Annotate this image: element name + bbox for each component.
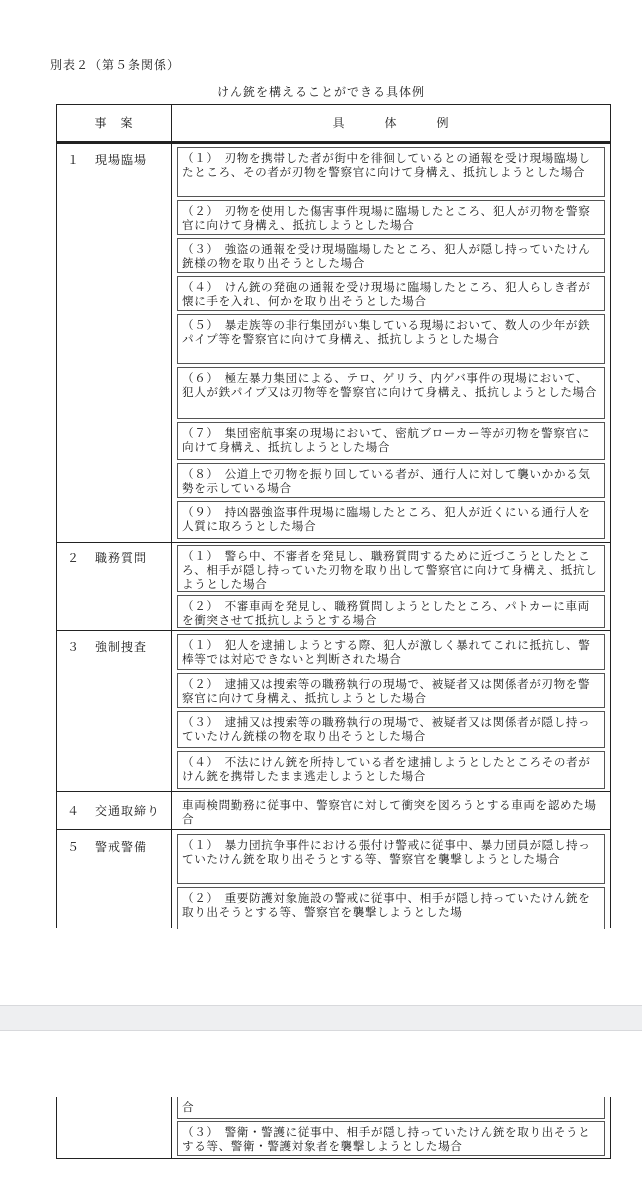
examples-table-continued <box>56 1097 611 1159</box>
example-text: 暴走族等の非行集団がい集している現場において、数人の少年が鉄パイプ等を警察官に向けて身構え、抵抗しようとした場合 <box>182 318 591 347</box>
example-text: 強盗の通報を受け現場臨場したところ、犯人が隠し持っていたけん銃様の物を取り出そうとした場合 <box>182 242 591 271</box>
example-label: （６） <box>182 371 219 385</box>
table-title: けん銃を構えることができる具体例 <box>216 85 425 99</box>
case-name: 職務質問 <box>95 551 148 565</box>
examples-table <box>56 104 611 928</box>
example-cell <box>177 834 605 884</box>
header-case: 事 案 <box>94 116 134 130</box>
case-row <box>67 151 147 168</box>
example-cell <box>177 200 605 235</box>
example-label: （５） <box>182 318 219 332</box>
case-name: 警戒警備 <box>95 840 148 854</box>
example-label: （２） <box>182 891 219 905</box>
example-text: 暴力団抗争事件における張付け警戒に従事中、暴力団員が隠し持っていたけん銃を取り出そうとする等、警察官を襲撃しようとした場合 <box>182 838 591 867</box>
example-text: 不法にけん銃を所持している者を逮捕しようとしたところその者がけん銃を携帯したまま逃走しようとした場合 <box>182 755 591 784</box>
example-text: 刃物を使用した傷害事件現場に臨場したところ、犯人が刃物を警察官に向けて身構え、抵抗しようとした場合 <box>182 204 591 233</box>
case-name: 現場臨場 <box>95 153 148 167</box>
example-text: 重要防護対象施設の警戒に従事中、相手が隠し持っていたけん銃を取り出そうとする等、警察官を襲撃しようとした場 <box>182 891 591 920</box>
group-divider <box>57 829 610 830</box>
example-label: （３） <box>182 1125 219 1139</box>
example-text: 合 <box>182 1100 195 1114</box>
example-text: 不審車両を発見し、職務質問しようとしたところ、パトカーに車両を衝突させて抵抗しようとする場合 <box>182 599 590 628</box>
case-row <box>67 638 147 655</box>
example-label: （１） <box>182 638 219 652</box>
example-cell <box>177 463 605 498</box>
example-label: （３） <box>182 715 219 729</box>
page-separator <box>0 1005 642 1031</box>
case-row <box>67 549 147 566</box>
column-divider <box>171 105 172 928</box>
example-cell <box>177 276 605 311</box>
appendix-label: 別表２（第５条関係） <box>50 58 181 72</box>
example-text: 逮捕又は捜索等の職務執行の現場で、被疑者又は関係者が刃物を警察官に向けて身構え、抵抗しようとした場合 <box>182 677 591 706</box>
example-text: けん銃の発砲の通報を受け現場に臨場したところ、犯人らしき者が懐に手を入れ、何かを取り出そうとした場合 <box>182 280 591 309</box>
example-label: （７） <box>182 426 219 440</box>
example-cell <box>177 501 605 539</box>
example-text: 極左暴力集団による、テロ、ゲリラ、内ゲバ事件の現場において、犯人が鉄パイプ又は刃物等を警察官に向けて身構え、抵抗しようとした場合 <box>182 371 597 400</box>
example-text: 持凶器強盗事件現場に臨場したところ、犯人が近くにいる通行人を人質に取ろうとした場合 <box>182 505 591 534</box>
example-cell <box>177 634 605 670</box>
header-examples: 具 体 例 <box>332 116 450 130</box>
example-cell <box>177 367 605 419</box>
case-number: ２ <box>67 551 81 565</box>
group-divider <box>57 630 610 631</box>
example-text: 警ら中、不審者を発見し、職務質問するために近づこうとしたところ、相手が隠し持っていた刃物を取り出して警察官に向けて身構え、抵抗しようとした場合 <box>182 549 598 592</box>
example-label: （２） <box>182 599 219 613</box>
case-number: ３ <box>67 640 81 654</box>
header-divider <box>57 141 610 144</box>
example-cell <box>177 314 605 364</box>
case-number: ４ <box>67 804 81 818</box>
example-label: （１） <box>182 549 219 563</box>
example-label: （４） <box>182 280 219 294</box>
example-label: （１） <box>182 838 219 852</box>
example-text: 逮捕又は捜索等の職務執行の現場で、被疑者又は関係者が隠し持っていたけん銃様の物を取り出そうとした場合 <box>182 715 591 744</box>
group-divider <box>57 791 610 792</box>
example-label: （１） <box>182 151 219 165</box>
example-text: 犯人を逮捕しようとする際、犯人が激しく暴れてこれに抵抗し、警棒等では対応できないと判断された場合 <box>182 638 591 667</box>
group-divider <box>57 542 610 543</box>
case-row <box>67 802 160 819</box>
case-number: ５ <box>67 840 81 854</box>
case-name: 強制捜査 <box>95 640 148 654</box>
column-divider <box>171 1097 172 1158</box>
example-label: （２） <box>182 204 219 218</box>
example-text: 集団密航事案の現場において、密航ブローカー等が刃物を警察官に向けて身構え、抵抗しようとした場合 <box>182 426 590 455</box>
example-label: （４） <box>182 755 219 769</box>
example-label: （８） <box>182 467 219 481</box>
example-text: 車両検問勤務に従事中、警察官に対して衝突を図ろうとする車両を認めた場合 <box>182 798 597 827</box>
example-cell <box>177 751 605 789</box>
example-cell <box>177 422 605 460</box>
example-label: （２） <box>182 677 219 691</box>
example-label: （３） <box>182 242 219 256</box>
example-cell <box>177 1097 605 1119</box>
example-text: 刃物を携帯した者が街中を徘徊しているとの通報を受け現場臨場したところ、その者が刃物を警察官に向けて身構え、抵抗しようとした場合 <box>182 151 591 180</box>
case-number: １ <box>67 153 81 167</box>
example-cell <box>177 673 605 708</box>
example-text: 警衛・警護に従事中、相手が隠し持っていたけん銃を取り出そうとする等、警衛・警護対象者を襲撃しようとした場合 <box>182 1125 591 1154</box>
example-cell <box>177 595 605 628</box>
example-cell <box>177 794 605 827</box>
example-cell <box>177 887 605 929</box>
example-label: （９） <box>182 505 219 519</box>
example-text: 公道上で刃物を振り回している者が、通行人に対して襲いかかる気勢を示している場合 <box>182 467 591 496</box>
example-cell <box>177 545 605 592</box>
example-cell <box>177 238 605 273</box>
example-cell <box>177 147 605 197</box>
example-cell <box>177 1121 605 1156</box>
case-row <box>67 838 147 855</box>
example-cell <box>177 711 605 748</box>
case-name: 交通取締り <box>95 804 161 818</box>
